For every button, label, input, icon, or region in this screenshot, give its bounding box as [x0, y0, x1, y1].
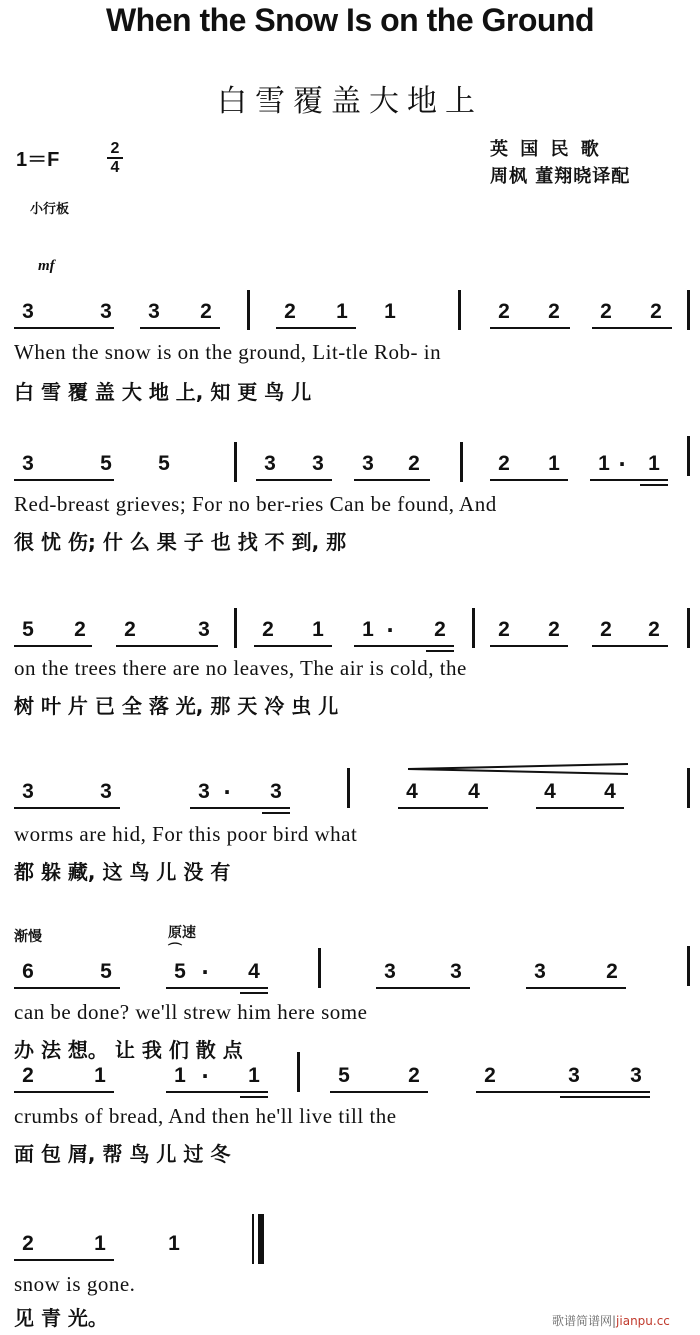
origin-credit: 英 国 民 歌 [490, 139, 602, 160]
time-denominator: 4 [110, 159, 120, 176]
note: 4 [248, 960, 260, 983]
eighth-beam [140, 327, 220, 329]
eighth-beam [14, 645, 92, 647]
lyric-chinese-line: 办 法 想。 让 我 们 散 点 [14, 1038, 243, 1062]
note: 5 [100, 452, 112, 475]
sixteenth-beam [640, 484, 668, 486]
dynamic-marking: mf [38, 258, 55, 274]
watermark-domain: jianpu.cc [616, 1314, 670, 1328]
bar-line [458, 290, 461, 330]
note: 2 [650, 300, 662, 323]
bar-line [687, 946, 690, 986]
note: 3 [270, 780, 282, 803]
bar-line [687, 608, 690, 648]
eighth-beam [14, 327, 114, 329]
note: 3 [198, 780, 210, 803]
note: 3 [568, 1064, 580, 1087]
note: 4 [468, 780, 480, 803]
time-signature [106, 140, 124, 176]
note: 5 [22, 618, 34, 641]
note: 1 [362, 618, 374, 641]
note: 4 [544, 780, 556, 803]
fermata-icon: ⌒ [168, 943, 182, 959]
note: 2 [600, 300, 612, 323]
note: 2 [648, 618, 660, 641]
eighth-beam [592, 645, 668, 647]
note: 2 [548, 300, 560, 323]
eighth-beam [354, 479, 430, 481]
song-title: When the Snow Is on the Ground [105, 2, 595, 38]
note: 3 [312, 452, 324, 475]
bar-line [318, 948, 321, 988]
final-thick-barline [258, 1214, 264, 1264]
lyric-chinese-line: 都 躲 藏, 这 鸟 儿 没 有 [14, 860, 231, 884]
note: 1 [336, 300, 348, 323]
note: 2 [498, 452, 510, 475]
note: 2 [434, 618, 446, 641]
site-watermark [552, 1312, 670, 1329]
note: 3 [534, 960, 546, 983]
eighth-beam [14, 1091, 114, 1093]
eighth-beam [398, 807, 488, 809]
eighth-beam [166, 987, 268, 989]
lyric-chinese-line: 白 雪 覆 盖 大 地 上, 知 更 鸟 儿 [14, 380, 312, 404]
note: 2 [124, 618, 136, 641]
note: 2 [484, 1064, 496, 1087]
lyric-chinese-line: 见 青 光。 [14, 1306, 108, 1330]
sixteenth-beam [262, 812, 290, 814]
eighth-beam [116, 645, 218, 647]
eighth-beam [590, 479, 668, 481]
key-signature: 1＝F [16, 149, 60, 171]
lyric-chinese-line: 面 包 屑, 帮 鸟 儿 过 冬 [14, 1142, 231, 1166]
bar-line [297, 1052, 300, 1092]
note: 4 [604, 780, 616, 803]
watermark-text: 歌谱简谱网| [552, 1314, 617, 1328]
eighth-beam [190, 807, 290, 809]
note: 3 [22, 300, 34, 323]
note: 3 [362, 452, 374, 475]
sixteenth-beam [240, 1096, 268, 1098]
eighth-beam [526, 987, 626, 989]
note: 1 [384, 300, 396, 323]
note: 2 [74, 618, 86, 641]
tempo-marking: 小行板 [30, 202, 70, 217]
note: 5 [174, 960, 186, 983]
note: 2 [548, 618, 560, 641]
note: 2 [606, 960, 618, 983]
note: 3 [198, 618, 210, 641]
lyric-chinese-line: 树 叶 片 已 全 落 光, 那 天 冷 虫 儿 [14, 694, 339, 718]
note: 2 [408, 1064, 420, 1087]
song-subtitle-chinese: 白雪覆盖大地上 [217, 84, 483, 119]
note: 3 [148, 300, 160, 323]
dotted-rhythm-dot: · [201, 960, 209, 984]
eighth-beam [14, 479, 114, 481]
note: 1 [312, 618, 324, 641]
note: 2 [408, 452, 420, 475]
note: 5 [338, 1064, 350, 1087]
note: 5 [100, 960, 112, 983]
note: 2 [22, 1232, 34, 1255]
note: 3 [264, 452, 276, 475]
eighth-beam [276, 327, 356, 329]
note: 3 [100, 780, 112, 803]
note: 2 [22, 1064, 34, 1087]
eighth-beam [376, 987, 470, 989]
note: 3 [450, 960, 462, 983]
eighth-beam [14, 1259, 114, 1261]
sixteenth-beam [240, 992, 268, 994]
note: 3 [630, 1064, 642, 1087]
eighth-beam [166, 1091, 268, 1093]
note: 2 [498, 300, 510, 323]
lyric-english-line: on the trees there are no leaves, The air is cold, the [14, 656, 467, 680]
bar-line [687, 290, 690, 330]
note: 4 [406, 780, 418, 803]
eighth-beam [256, 479, 332, 481]
eighth-beam [14, 987, 120, 989]
ritardando-marking: 渐慢 [14, 929, 42, 945]
note: 2 [600, 618, 612, 641]
lyric-english-line: snow is gone. [14, 1272, 136, 1296]
eighth-beam [476, 1091, 650, 1093]
note: 1 [94, 1064, 106, 1087]
translator-credit: 周枫 董翔晓译配 [490, 166, 631, 187]
final-thin-barline [252, 1214, 254, 1264]
note: 1 [168, 1232, 180, 1255]
eighth-beam [354, 645, 454, 647]
note: 1 [174, 1064, 186, 1087]
lyric-english-line: When the snow is on the ground, Lit-tle Rob- in [14, 340, 442, 364]
lyric-english-line: worms are hid, For this poor bird what [14, 822, 358, 846]
sixteenth-beam [560, 1096, 650, 1098]
note: 3 [384, 960, 396, 983]
note: 1 [598, 452, 610, 475]
time-numerator: 2 [110, 140, 120, 157]
lyric-english-line: crumbs of bread, And then he'll live till the [14, 1104, 397, 1128]
note: 3 [100, 300, 112, 323]
eighth-beam [330, 1091, 428, 1093]
note: 3 [22, 780, 34, 803]
dotted-rhythm-dot: · [223, 780, 231, 804]
note: 3 [22, 452, 34, 475]
bar-line [234, 442, 237, 482]
eighth-beam [490, 645, 568, 647]
note: 1 [94, 1232, 106, 1255]
note: 5 [158, 452, 170, 475]
bar-line [234, 608, 237, 648]
decrescendo-hairpin [406, 762, 630, 776]
eighth-beam [254, 645, 332, 647]
dotted-rhythm-dot: · [618, 452, 626, 476]
eighth-beam [490, 479, 568, 481]
note: 2 [284, 300, 296, 323]
note: 2 [262, 618, 274, 641]
dotted-rhythm-dot: · [201, 1064, 209, 1088]
a-tempo-marking: 原速 [168, 925, 196, 941]
bar-line [472, 608, 475, 648]
lyric-chinese-line: 很 忧 伤; 什 么 果 子 也 找 不 到, 那 [14, 530, 347, 554]
bar-line [247, 290, 250, 330]
bar-line [347, 768, 350, 808]
note: 6 [22, 960, 34, 983]
note: 2 [498, 618, 510, 641]
eighth-beam [490, 327, 570, 329]
note: 2 [200, 300, 212, 323]
bar-line [460, 442, 463, 482]
eighth-beam [14, 807, 120, 809]
dotted-rhythm-dot: · [386, 618, 394, 642]
note: 1 [648, 452, 660, 475]
note: 1 [248, 1064, 260, 1087]
bar-line [687, 436, 690, 476]
bar-line [687, 768, 690, 808]
eighth-beam [536, 807, 624, 809]
lyric-english-line: Red-breast grieves; For no ber-ries Can be found, And [14, 492, 497, 516]
note: 1 [548, 452, 560, 475]
lyric-english-line: can be done? we'll strew him here some [14, 1000, 368, 1024]
sixteenth-beam [426, 650, 454, 652]
eighth-beam [592, 327, 672, 329]
